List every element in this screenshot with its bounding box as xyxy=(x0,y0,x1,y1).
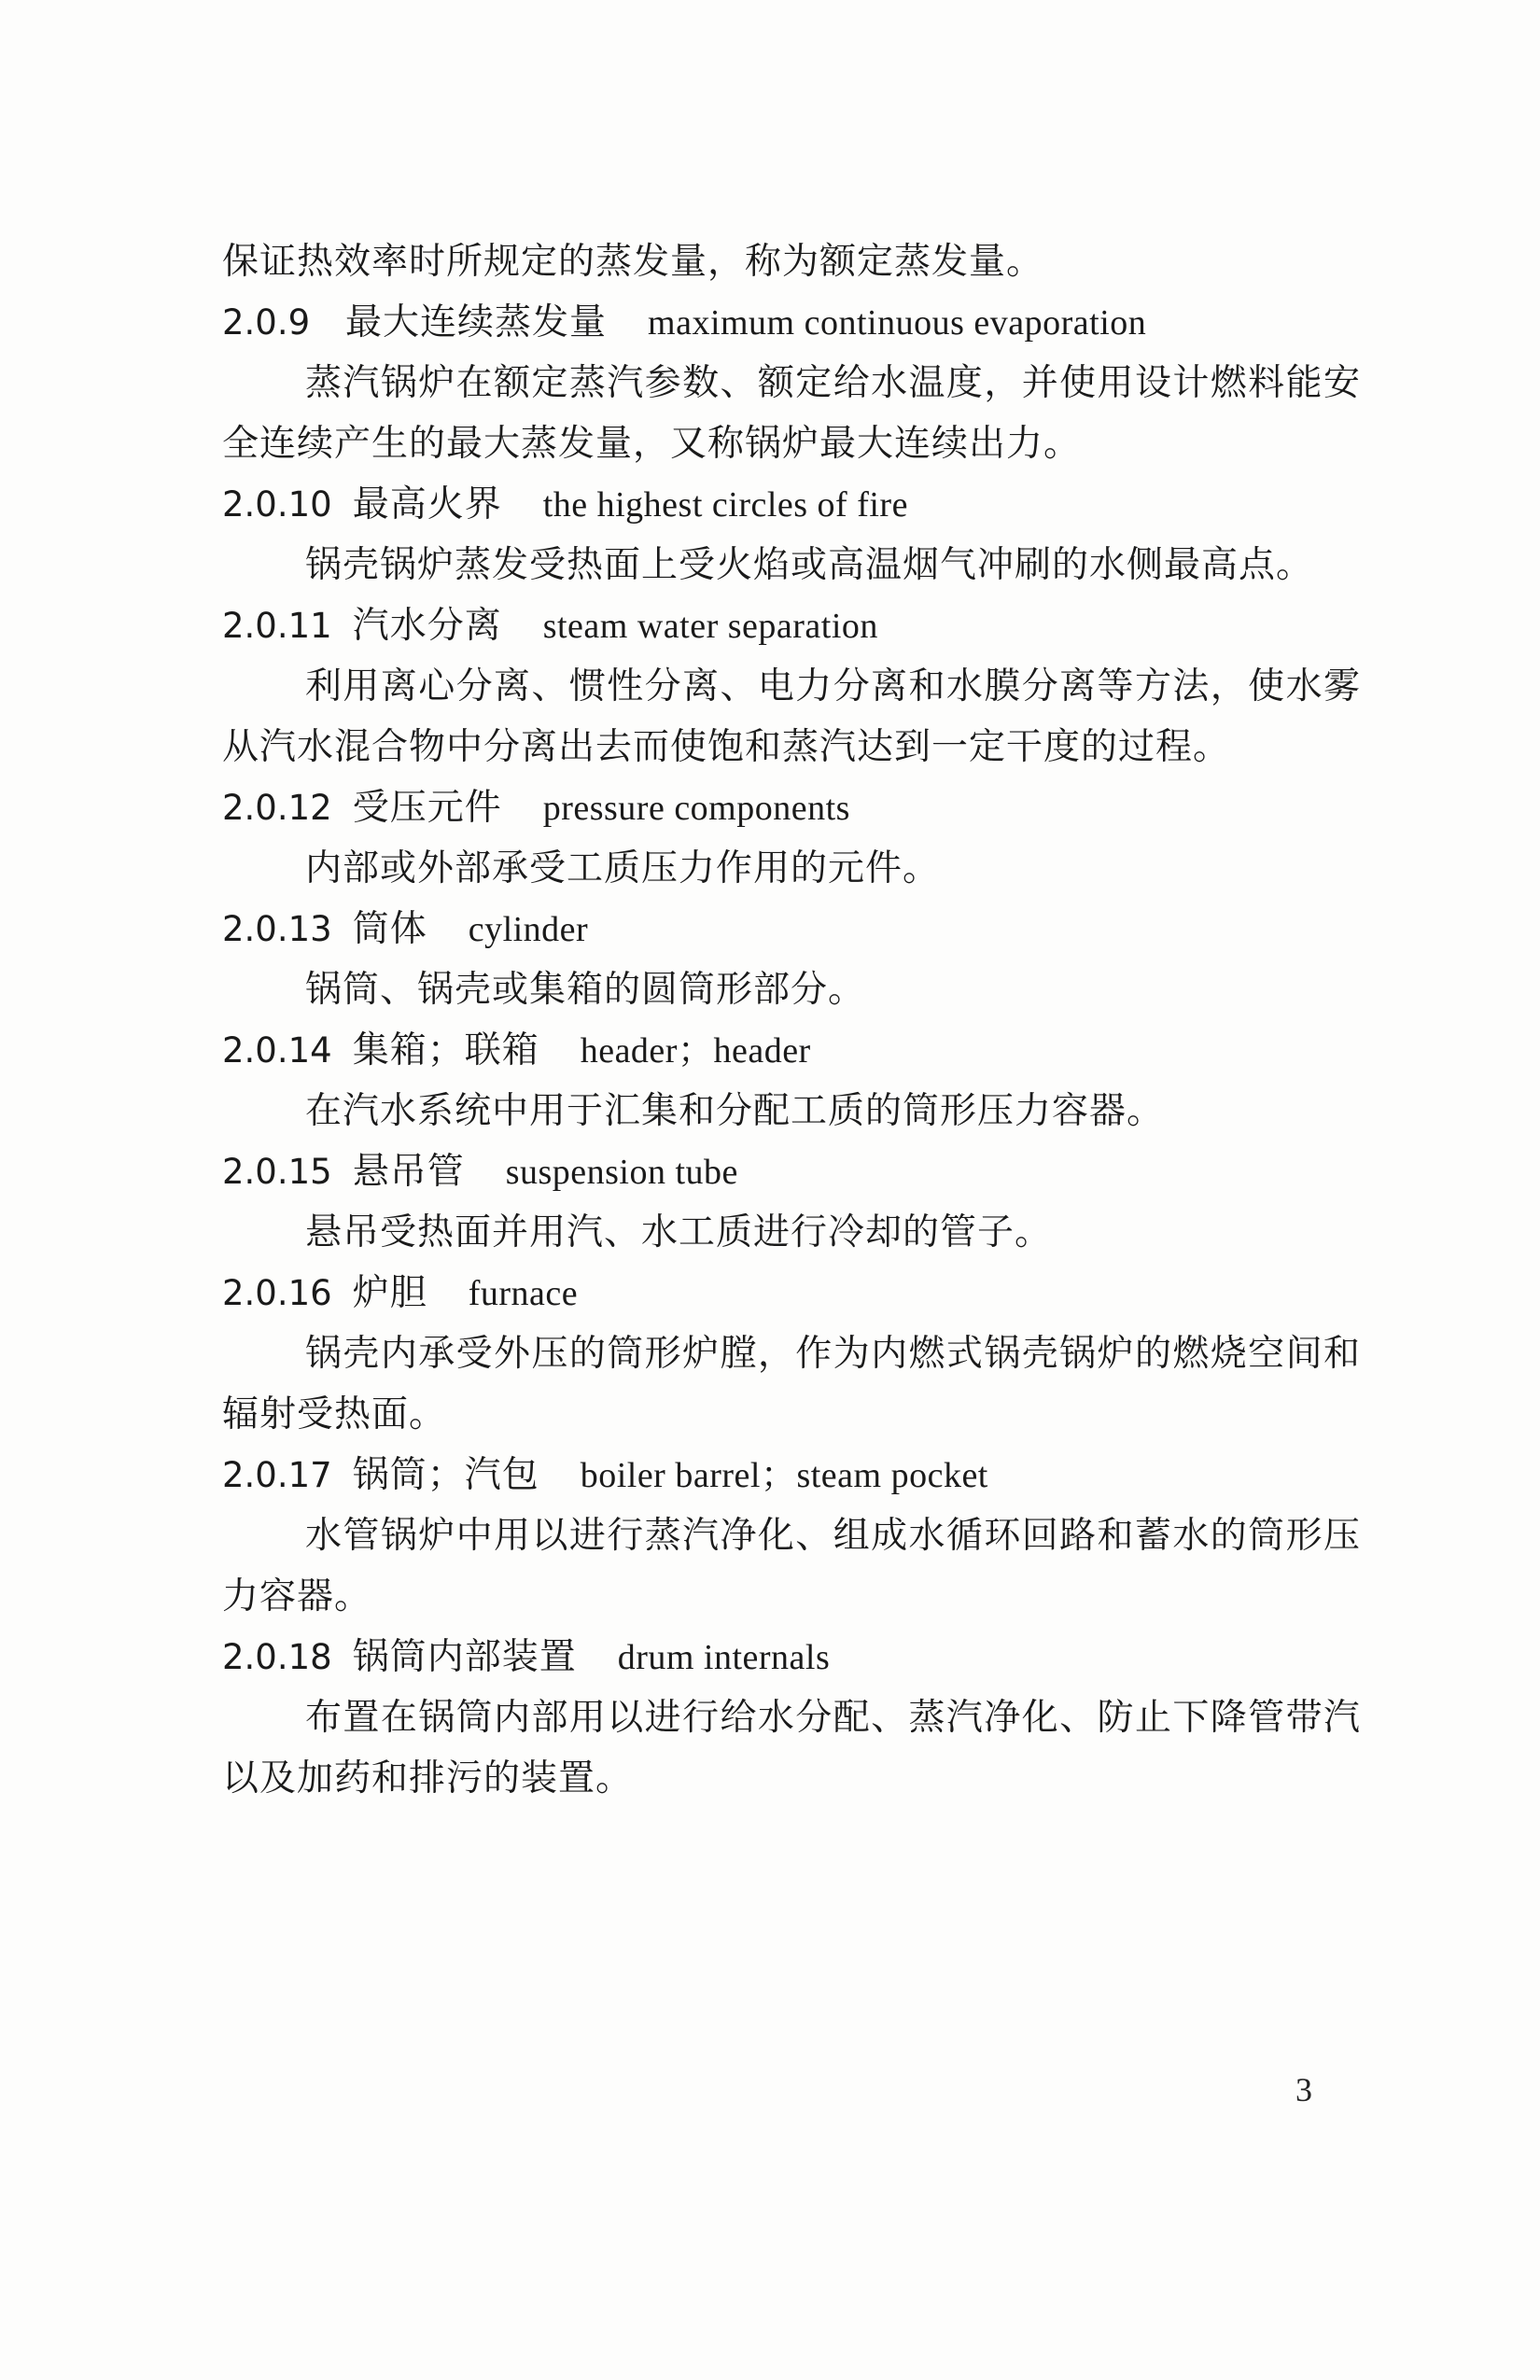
term-heading xyxy=(222,1020,1361,1081)
term-english: pressure components xyxy=(542,789,850,828)
term-english: drum internals xyxy=(617,1638,831,1677)
term-number: 2.0.13 xyxy=(222,909,332,949)
term-number: 2.0.17 xyxy=(222,1455,332,1495)
term-heading xyxy=(222,1627,1361,1687)
term-heading xyxy=(222,595,1361,656)
term-chinese: 受压元件 xyxy=(352,787,502,829)
term-definition: 内部或外部承受工质压力作用的元件。 xyxy=(305,847,941,889)
term-english: suspension tube xyxy=(505,1153,738,1192)
term-definition: 蒸汽锅炉在额定蒸汽参数、额定给水温度，并使用设计燃料能安全连续产生的最大蒸发量，又称锅炉最大连续出力。 xyxy=(222,362,1361,465)
page-content xyxy=(222,231,1361,1809)
term-chinese: 锅筒；汽包 xyxy=(352,1454,539,1496)
term-chinese: 最大连续蒸发量 xyxy=(345,301,608,343)
term-english: the highest circles of fire xyxy=(542,485,908,525)
term-heading xyxy=(222,1445,1361,1505)
term-definition: 利用离心分离、惯性分离、电力分离和水膜分离等方法，使水雾从汽水混合物中分离出去而使饱和蒸汽达到一定干度的过程。 xyxy=(222,665,1361,768)
term-number: 2.0.16 xyxy=(222,1273,332,1313)
term-number: 2.0.10 xyxy=(222,484,332,525)
term-chinese: 筒体 xyxy=(352,908,427,950)
term-english: boiler barrel；steam pocket xyxy=(580,1456,988,1495)
term-chinese: 炉胆 xyxy=(352,1272,427,1314)
term-chinese: 悬吊管 xyxy=(352,1151,465,1193)
term-number: 2.0.9 xyxy=(222,302,311,343)
term-chinese: 汽水分离 xyxy=(352,605,502,647)
term-heading xyxy=(222,292,1361,353)
term-definition: 水管锅炉中用以进行蒸汽净化、组成水循环回路和蓄水的筒形压力容器。 xyxy=(222,1515,1361,1617)
term-definition: 布置在锅筒内部用以进行给水分配、蒸汽净化、防止下降管带汽以及加药和排污的装置。 xyxy=(222,1697,1361,1799)
term-number: 2.0.15 xyxy=(222,1152,332,1192)
term-number: 2.0.11 xyxy=(222,606,332,646)
term-heading xyxy=(222,899,1361,959)
term-definition: 悬吊受热面并用汽、水工质进行冷却的管子。 xyxy=(305,1211,1053,1253)
term-english: cylinder xyxy=(468,910,589,949)
term-definition: 在汽水系统中用于汇集和分配工质的筒形压力容器。 xyxy=(305,1090,1165,1132)
term-english: header；header xyxy=(580,1031,811,1071)
term-definition: 锅壳内承受外压的筒形炉膛，作为内燃式锅壳锅炉的燃烧空间和辐射受热面。 xyxy=(222,1333,1361,1435)
term-heading xyxy=(222,474,1361,535)
term-heading xyxy=(222,777,1361,838)
term-english: furnace xyxy=(468,1274,579,1313)
term-definition: 锅壳锅炉蒸发受热面上受火焰或高温烟气冲刷的水侧最高点。 xyxy=(305,544,1314,586)
page-number: 3 xyxy=(1295,2071,1312,2108)
term-number: 2.0.14 xyxy=(222,1030,332,1071)
term-definition: 锅筒、锅壳或集箱的圆筒形部分。 xyxy=(305,969,866,1011)
term-chinese: 集箱；联箱 xyxy=(352,1029,539,1071)
intro-line: 保证热效率时所规定的蒸发量，称为额定蒸发量。 xyxy=(222,241,1044,283)
term-english: maximum continuous evaporation xyxy=(648,303,1147,343)
term-chinese: 最高火界 xyxy=(352,483,502,525)
term-heading xyxy=(222,1141,1361,1202)
term-heading xyxy=(222,1263,1361,1323)
term-chinese: 锅筒内部装置 xyxy=(352,1636,577,1678)
term-english: steam water separation xyxy=(542,607,878,646)
term-number: 2.0.18 xyxy=(222,1637,332,1677)
term-number: 2.0.12 xyxy=(222,788,332,828)
